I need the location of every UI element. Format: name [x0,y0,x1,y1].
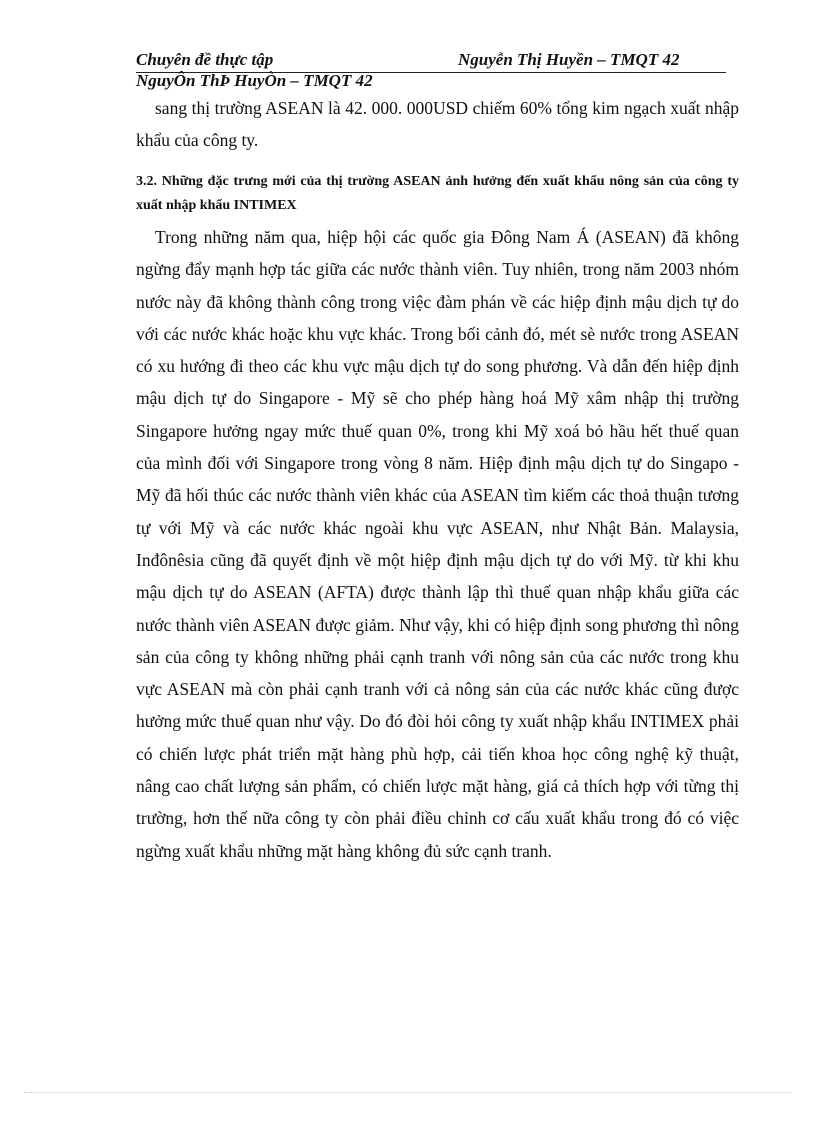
main-section [136,221,739,867]
page-header [136,50,726,73]
header-document-type: Chuyên đề thực tập [136,50,274,69]
header-author: Nguyễn Thị Huyền – TMQT 42 [458,50,680,69]
intro-section [136,92,739,157]
intro-paragraph: sang thị trường ASEAN là 42. 000. 000USD chiếm 60% tổng kim ngạch xuất nhập khẩu của công ty. [136,98,739,151]
header-author-garbled: NguyÔn ThÞ HuyÒn – TMQT 42 [136,71,373,90]
section-heading: 3.2. Những đặc trưng mới của thị trường ASEAN ảnh hưởng đến xuất khẩu nông sản của công ty xuất nhập khẩu INTIMEX [136,174,739,213]
main-paragraph: Trong những năm qua, hiệp hội các quốc gia Đông Nam Á (ASEAN) đã không ngừng đẩy mạnh hợp tác giữa các nước thành viên. Tuy nhiên, trong năm 2003 nhóm nước này đã không thành công trong việc đàm phán về các hiệp định mậu dịch tự do với các nước khác hoặc khu vực khác. Trong bối cảnh đó, mét sè nước trong ASEAN có xu hướng đi theo các khu vực mậu dịch tự do song phương. Và dẫn đến hiệp định mậu dịch tự do Singapore - Mỹ sẽ cho phép hàng hoá Mỹ xâm nhập thị trường Singapore hưởng ngay mức thuế quan 0%, trong khi Mỹ xoá bỏ hầu hết thuế quan của mình đối với Singapore trong vòng 8 năm. Hiệp định mậu dịch tự do Singapo - Mỹ đã hối thúc các nước thành viên khác của ASEAN tìm kiếm các thoả thuận tương tự với Mỹ và các nước khác ngoài khu vực ASEAN, như Nhật Bản. Malaysia, Inđônêsia cũng đã quyết định về một hiệp định mậu dịch tự do với Mỹ. từ khi khu mậu dịch tự do ASEAN (AFTA) được thành lập thì thuế quan nhập khẩu giữa các nước thành viên ASEAN được giảm. Như vậy, khi có hiệp định song phương thì nông sản của công ty không những phải cạnh tranh với nông sản của các nước trong khu vực ASEAN mà còn phải cạnh tranh với cả nông sản của các nước khác cũng được hưởng mức thuế quan như vậy. Do đó đòi hỏi công ty xuất nhập khẩu INTIMEX phải có chiến lược phát triển mặt hàng phù hợp, cải tiến khoa học công nghệ kỹ thuật, nâng cao chất lượng sản phẩm, có chiến lược mặt hàng, giá cả thích hợp với từng thị trường, hơn thế nữa công ty còn phải điều chỉnh cơ cấu xuất khẩu trong đó có việc ngừng xuất khẩu những mặt hàng không đủ sức cạnh tranh. [136,227,739,861]
page-bottom-divider [24,1092,792,1093]
